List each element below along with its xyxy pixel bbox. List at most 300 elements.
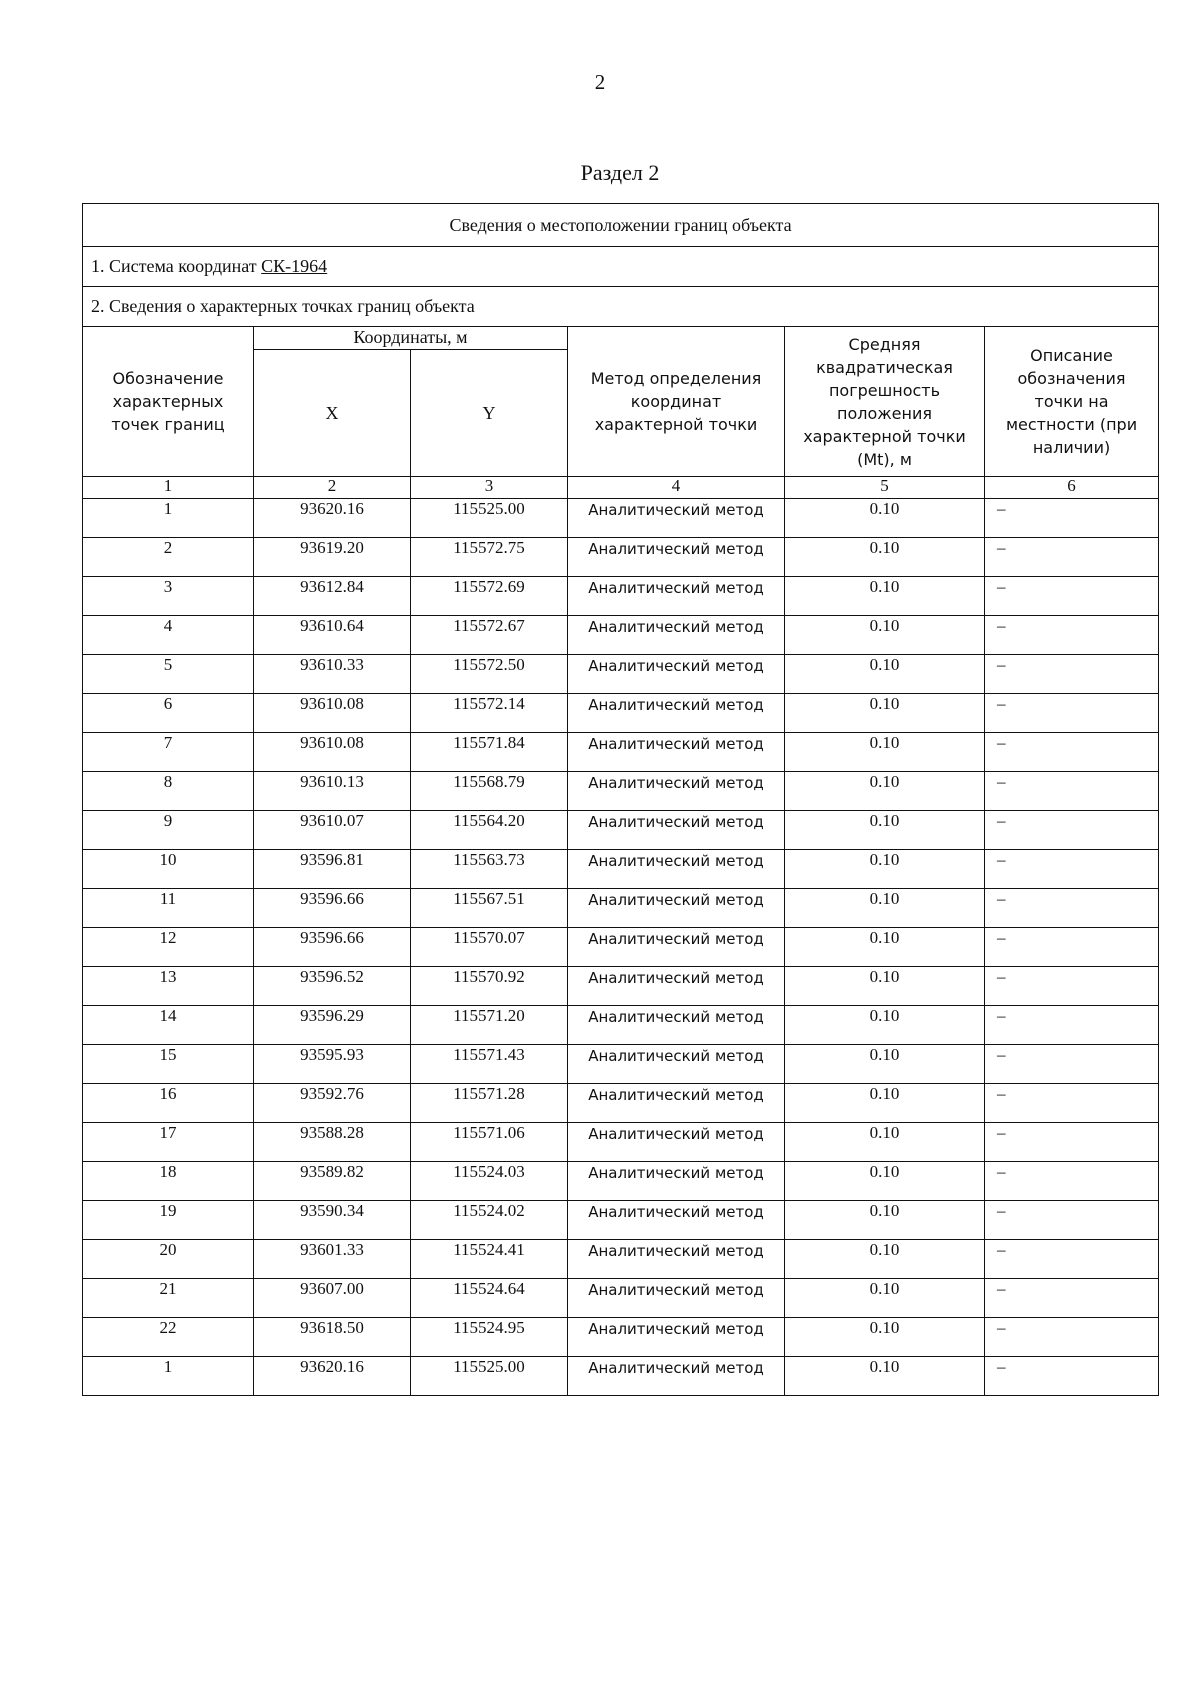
table-row [83, 1123, 1159, 1162]
y-coordinate-cell-text: 115524.03 [453, 1162, 525, 1181]
method-cell-text: Аналитический метод [588, 1281, 764, 1299]
method-cell-text: Аналитический метод [588, 1164, 764, 1182]
point-cell [83, 616, 254, 655]
x-coordinate-cell [254, 1045, 411, 1084]
x-coordinate-cell [254, 1084, 411, 1123]
x-coordinate-cell-text: 93589.82 [300, 1162, 364, 1181]
header-y: Y [411, 350, 568, 477]
point-cell-text: 7 [163, 733, 173, 752]
description-cell-text: – [997, 1357, 1006, 1376]
y-coordinate-cell [411, 1045, 568, 1084]
table-row [83, 499, 1159, 538]
x-coordinate-cell [254, 1162, 411, 1201]
description-cell [985, 1318, 1159, 1357]
description-cell [985, 1240, 1159, 1279]
table-row [83, 1357, 1159, 1396]
description-cell-text: – [997, 1279, 1006, 1298]
method-cell-text: Аналитический метод [588, 735, 764, 753]
x-coordinate-cell [254, 1279, 411, 1318]
method-cell-text: Аналитический метод [588, 618, 764, 636]
header-x: X [254, 350, 411, 477]
method-cell-text: Аналитический метод [588, 1008, 764, 1026]
y-coordinate-cell-text: 115571.06 [453, 1123, 525, 1142]
y-coordinate-cell-text: 115568.79 [453, 772, 525, 791]
description-cell [985, 733, 1159, 772]
method-cell [568, 889, 785, 928]
description-cell-text: – [997, 1045, 1006, 1064]
method-cell [568, 811, 785, 850]
table-row [83, 1201, 1159, 1240]
error-cell-text: 0.10 [869, 1006, 900, 1025]
error-cell-text: 0.10 [869, 655, 900, 674]
method-cell [568, 772, 785, 811]
description-cell-text: – [997, 928, 1006, 947]
description-cell-text: – [997, 850, 1006, 869]
x-coordinate-cell [254, 1240, 411, 1279]
error-cell [785, 1045, 985, 1084]
method-cell-text: Аналитический метод [588, 969, 764, 987]
x-coordinate-cell [254, 811, 411, 850]
method-cell-text: Аналитический метод [588, 501, 764, 519]
y-coordinate-cell-text: 115571.43 [453, 1045, 525, 1064]
error-cell-text: 0.10 [869, 811, 900, 830]
method-cell [568, 1045, 785, 1084]
error-cell-text: 0.10 [869, 1045, 900, 1064]
error-cell-text: 0.10 [869, 616, 900, 635]
method-cell [568, 967, 785, 1006]
description-cell-text: – [997, 1084, 1006, 1103]
section-title: Раздел 2 [580, 160, 660, 185]
point-cell [83, 1084, 254, 1123]
point-cell [83, 1201, 254, 1240]
x-coordinate-cell [254, 1123, 411, 1162]
description-cell [985, 655, 1159, 694]
table-row [83, 1318, 1159, 1357]
point-cell [83, 850, 254, 889]
method-cell-text: Аналитический метод [588, 657, 764, 675]
table-title-row [83, 204, 1159, 247]
description-cell-text: – [997, 1162, 1006, 1181]
point-cell [83, 1240, 254, 1279]
x-coordinate-cell [254, 1006, 411, 1045]
x-coordinate-cell-text: 93601.33 [300, 1240, 364, 1259]
coordinate-system-label: 1. Система координат [91, 256, 262, 276]
x-coordinate-cell-text: 93596.29 [300, 1006, 364, 1025]
method-cell-text: Аналитический метод [588, 579, 764, 597]
y-coordinate-cell [411, 577, 568, 616]
error-cell-text: 0.10 [869, 694, 900, 713]
method-cell [568, 1201, 785, 1240]
method-cell [568, 1084, 785, 1123]
x-coordinate-cell-text: 93610.33 [300, 655, 364, 674]
y-coordinate-cell [411, 733, 568, 772]
method-cell-text: Аналитический метод [588, 540, 764, 558]
point-cell-text: 16 [159, 1084, 177, 1103]
coordinate-system-row [83, 247, 1159, 287]
y-coordinate-cell [411, 1318, 568, 1357]
method-cell [568, 655, 785, 694]
point-cell [83, 1123, 254, 1162]
x-coordinate-cell-text: 93610.13 [300, 772, 364, 791]
point-cell-text: 19 [159, 1201, 177, 1220]
method-cell-text: Аналитический метод [588, 930, 764, 948]
description-cell [985, 1162, 1159, 1201]
x-coordinate-cell-text: 93588.28 [300, 1123, 364, 1142]
y-coordinate-cell-text: 115572.69 [453, 577, 525, 596]
point-cell-text: 14 [159, 1006, 177, 1025]
x-coordinate-cell [254, 1201, 411, 1240]
point-cell [83, 577, 254, 616]
points-section-title: 2. Сведения о характерных точках границ объекта [83, 287, 1159, 327]
y-coordinate-cell [411, 655, 568, 694]
description-cell-text: – [997, 1318, 1006, 1337]
description-cell-text: – [997, 655, 1006, 674]
point-cell-text: 13 [159, 967, 177, 986]
x-coordinate-cell-text: 93592.76 [300, 1084, 364, 1103]
point-cell-text: 17 [159, 1123, 177, 1142]
method-cell [568, 499, 785, 538]
error-cell-text: 0.10 [869, 538, 900, 557]
y-coordinate-cell-text: 115571.28 [453, 1084, 525, 1103]
header-coordinates: Координаты, м [254, 327, 568, 350]
method-cell-text: Аналитический метод [588, 891, 764, 909]
coordinate-system-cell [83, 247, 1159, 287]
error-cell [785, 538, 985, 577]
y-coordinate-cell [411, 499, 568, 538]
point-cell [83, 1357, 254, 1396]
method-cell [568, 1162, 785, 1201]
x-coordinate-cell-text: 93596.52 [300, 967, 364, 986]
header-method: Метод определения координат характерной точки [568, 327, 785, 477]
x-coordinate-cell-text: 93596.66 [300, 889, 364, 908]
method-cell [568, 1318, 785, 1357]
method-cell-text: Аналитический метод [588, 852, 764, 870]
description-cell [985, 1357, 1159, 1396]
method-cell-text: Аналитический метод [588, 1320, 764, 1338]
column-number: 2 [254, 477, 411, 499]
description-cell [985, 694, 1159, 733]
error-cell [785, 616, 985, 655]
table-row [83, 850, 1159, 889]
y-coordinate-cell [411, 967, 568, 1006]
point-cell-text: 20 [159, 1240, 177, 1259]
column-number: 5 [785, 477, 985, 499]
description-cell-text: – [997, 1006, 1006, 1025]
description-cell-text: – [997, 694, 1006, 713]
description-cell-text: – [997, 811, 1006, 830]
y-coordinate-cell-text: 115571.84 [453, 733, 525, 752]
description-cell [985, 889, 1159, 928]
error-cell-text: 0.10 [869, 577, 900, 596]
coordinate-system-name: СК-1964 [261, 256, 328, 276]
error-cell [785, 1084, 985, 1123]
y-coordinate-cell-text: 115570.92 [453, 967, 525, 986]
method-cell [568, 616, 785, 655]
x-coordinate-cell [254, 850, 411, 889]
description-cell [985, 928, 1159, 967]
error-cell [785, 928, 985, 967]
point-cell-text: 5 [163, 655, 173, 674]
y-coordinate-cell-text: 115571.20 [453, 1006, 525, 1025]
point-cell [83, 499, 254, 538]
y-coordinate-cell [411, 772, 568, 811]
error-cell-text: 0.10 [869, 1318, 900, 1337]
y-coordinate-cell-text: 115524.64 [453, 1279, 525, 1298]
x-coordinate-cell [254, 577, 411, 616]
x-coordinate-cell [254, 1318, 411, 1357]
header-row-1 [83, 327, 1159, 350]
point-cell-text: 1 [163, 1357, 173, 1376]
point-cell-text: 11 [159, 889, 177, 908]
description-cell [985, 1006, 1159, 1045]
table-row [83, 928, 1159, 967]
description-cell [985, 1279, 1159, 1318]
x-coordinate-cell [254, 889, 411, 928]
point-cell [83, 1006, 254, 1045]
description-cell-text: – [997, 772, 1006, 791]
y-coordinate-cell-text: 115572.14 [453, 694, 525, 713]
method-cell [568, 1006, 785, 1045]
y-coordinate-cell [411, 928, 568, 967]
error-cell-text: 0.10 [869, 1201, 900, 1220]
point-cell [83, 733, 254, 772]
method-cell [568, 1279, 785, 1318]
point-cell-text: 10 [159, 850, 177, 869]
method-cell [568, 850, 785, 889]
method-cell-text: Аналитический метод [588, 1125, 764, 1143]
description-cell [985, 811, 1159, 850]
point-cell-text: 12 [159, 928, 177, 947]
y-coordinate-cell [411, 1357, 568, 1396]
y-coordinate-cell-text: 115572.67 [453, 616, 525, 635]
table-row [83, 733, 1159, 772]
error-cell [785, 1006, 985, 1045]
error-cell [785, 1123, 985, 1162]
x-coordinate-cell-text: 93595.93 [300, 1045, 364, 1064]
error-cell [785, 655, 985, 694]
point-cell [83, 889, 254, 928]
table-row [83, 538, 1159, 577]
description-cell-text: – [997, 577, 1006, 596]
table-row [83, 577, 1159, 616]
point-cell [83, 772, 254, 811]
method-cell-text: Аналитический метод [588, 1047, 764, 1065]
y-coordinate-cell [411, 616, 568, 655]
error-cell-text: 0.10 [869, 1279, 900, 1298]
table-row [83, 1279, 1159, 1318]
y-coordinate-cell [411, 1240, 568, 1279]
description-cell-text: – [997, 499, 1006, 518]
method-cell [568, 733, 785, 772]
error-cell [785, 1240, 985, 1279]
description-cell-text: – [997, 1201, 1006, 1220]
error-cell [785, 1162, 985, 1201]
table-row [83, 1240, 1159, 1279]
column-number: 6 [985, 477, 1159, 499]
point-cell [83, 538, 254, 577]
description-cell [985, 772, 1159, 811]
description-cell [985, 538, 1159, 577]
error-cell-text: 0.10 [869, 1240, 900, 1259]
point-cell-text: 2 [163, 538, 173, 557]
x-coordinate-cell [254, 733, 411, 772]
table-row [83, 1162, 1159, 1201]
x-coordinate-cell [254, 655, 411, 694]
error-cell [785, 499, 985, 538]
error-cell-text: 0.10 [869, 967, 900, 986]
y-coordinate-cell [411, 694, 568, 733]
column-number: 4 [568, 477, 785, 499]
x-coordinate-cell-text: 93596.81 [300, 850, 364, 869]
description-cell-text: – [997, 616, 1006, 635]
error-cell [785, 577, 985, 616]
description-cell-text: – [997, 538, 1006, 557]
y-coordinate-cell-text: 115572.75 [453, 538, 525, 557]
description-cell-text: – [997, 1123, 1006, 1142]
x-coordinate-cell-text: 93590.34 [300, 1201, 364, 1220]
header-error: Средняя квадратическая погрешность положения характерной точки (Mt), м [785, 327, 985, 477]
table-title: Сведения о местоположении границ объекта [83, 204, 1159, 247]
x-coordinate-cell-text: 93610.07 [300, 811, 364, 830]
method-cell-text: Аналитический метод [588, 1086, 764, 1104]
table-row [83, 1045, 1159, 1084]
x-coordinate-cell-text: 93610.08 [300, 733, 364, 752]
description-cell [985, 1123, 1159, 1162]
x-coordinate-cell-text: 93620.16 [300, 1357, 364, 1376]
error-cell [785, 694, 985, 733]
y-coordinate-cell-text: 115563.73 [453, 850, 525, 869]
point-cell [83, 811, 254, 850]
y-coordinate-cell-text: 115524.95 [453, 1318, 525, 1337]
x-coordinate-cell-text: 93610.64 [300, 616, 364, 635]
method-cell [568, 1123, 785, 1162]
error-cell-text: 0.10 [869, 1123, 900, 1142]
error-cell-text: 0.10 [869, 1084, 900, 1103]
table-row [83, 616, 1159, 655]
point-cell-text: 6 [163, 694, 173, 713]
x-coordinate-cell-text: 93607.00 [300, 1279, 364, 1298]
method-cell-text: Аналитический метод [588, 813, 764, 831]
x-coordinate-cell-text: 93612.84 [300, 577, 364, 596]
error-cell-text: 0.10 [869, 499, 900, 518]
error-cell [785, 889, 985, 928]
point-cell-text: 8 [163, 772, 173, 791]
y-coordinate-cell [411, 1084, 568, 1123]
method-cell [568, 1357, 785, 1396]
error-cell-text: 0.10 [869, 1357, 900, 1376]
table-row [83, 1006, 1159, 1045]
error-cell [785, 1279, 985, 1318]
method-cell-text: Аналитический метод [588, 1359, 764, 1377]
x-coordinate-cell-text: 93620.16 [300, 499, 364, 518]
point-cell [83, 1162, 254, 1201]
y-coordinate-cell-text: 115525.00 [453, 1357, 525, 1376]
table-row [83, 1084, 1159, 1123]
y-coordinate-cell [411, 1201, 568, 1240]
x-coordinate-cell-text: 93610.08 [300, 694, 364, 713]
y-coordinate-cell-text: 115567.51 [453, 889, 525, 908]
error-cell [785, 772, 985, 811]
point-cell-text: 4 [163, 616, 173, 635]
point-cell [83, 1279, 254, 1318]
point-cell-text: 15 [159, 1045, 177, 1064]
x-coordinate-cell [254, 1357, 411, 1396]
y-coordinate-cell [411, 889, 568, 928]
y-coordinate-cell [411, 1162, 568, 1201]
x-coordinate-cell-text: 93618.50 [300, 1318, 364, 1337]
error-cell [785, 967, 985, 1006]
description-cell [985, 850, 1159, 889]
x-coordinate-cell [254, 967, 411, 1006]
method-cell-text: Аналитический метод [588, 1242, 764, 1260]
method-cell-text: Аналитический метод [588, 1203, 764, 1221]
error-cell-text: 0.10 [869, 889, 900, 908]
y-coordinate-cell-text: 115570.07 [453, 928, 525, 947]
description-cell [985, 499, 1159, 538]
table-row [83, 889, 1159, 928]
x-coordinate-cell-text: 93619.20 [300, 538, 364, 557]
point-cell-text: 9 [163, 811, 173, 830]
description-cell [985, 616, 1159, 655]
table-row [83, 967, 1159, 1006]
table-row [83, 772, 1159, 811]
header-description: Описание обозначения точки на местности (при наличии) [985, 327, 1159, 477]
description-cell [985, 577, 1159, 616]
method-cell [568, 538, 785, 577]
table-row [83, 811, 1159, 850]
error-cell-text: 0.10 [869, 928, 900, 947]
y-coordinate-cell [411, 1279, 568, 1318]
method-cell [568, 928, 785, 967]
point-cell-text: 18 [159, 1162, 177, 1181]
method-cell [568, 694, 785, 733]
y-coordinate-cell [411, 1123, 568, 1162]
x-coordinate-cell [254, 694, 411, 733]
page-number: 2 [594, 70, 606, 94]
x-coordinate-cell-text: 93596.66 [300, 928, 364, 947]
error-cell [785, 733, 985, 772]
point-cell-text: 1 [163, 499, 173, 518]
description-cell-text: – [997, 1240, 1006, 1259]
y-coordinate-cell-text: 115524.02 [453, 1201, 525, 1220]
description-cell [985, 967, 1159, 1006]
y-coordinate-cell-text: 115525.00 [453, 499, 525, 518]
table-row [83, 694, 1159, 733]
error-cell [785, 1357, 985, 1396]
description-cell [985, 1201, 1159, 1240]
method-cell-text: Аналитический метод [588, 696, 764, 714]
point-cell [83, 694, 254, 733]
table-row [83, 655, 1159, 694]
description-cell-text: – [997, 889, 1006, 908]
error-cell [785, 850, 985, 889]
error-cell [785, 811, 985, 850]
error-cell-text: 0.10 [869, 1162, 900, 1181]
point-cell-text: 3 [163, 577, 173, 596]
point-cell-text: 22 [159, 1318, 177, 1337]
y-coordinate-cell-text: 115564.20 [453, 811, 525, 830]
x-coordinate-cell [254, 616, 411, 655]
y-coordinate-cell-text: 115524.41 [453, 1240, 525, 1259]
column-number: 3 [411, 477, 568, 499]
point-cell [83, 655, 254, 694]
method-cell [568, 577, 785, 616]
description-cell [985, 1084, 1159, 1123]
x-coordinate-cell [254, 538, 411, 577]
boundary-table [82, 203, 1159, 1396]
description-cell [985, 1045, 1159, 1084]
error-cell-text: 0.10 [869, 772, 900, 791]
